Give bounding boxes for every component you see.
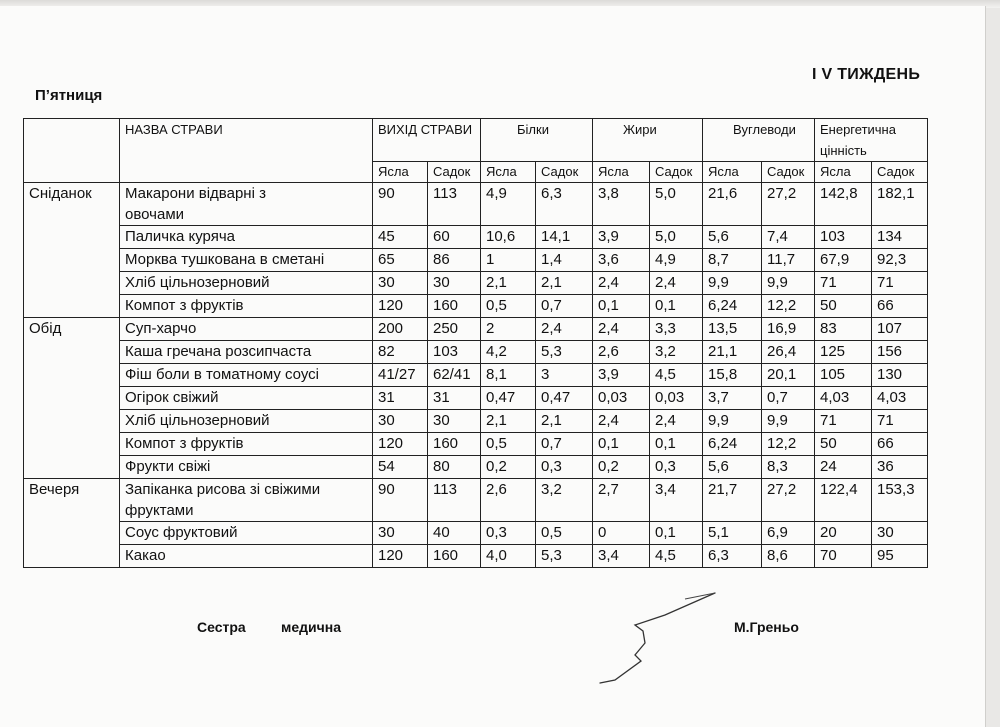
value-cell: 6,3 xyxy=(703,545,762,568)
value-cell: 3,8 xyxy=(593,183,650,226)
value-cell: 30 xyxy=(373,272,428,295)
value-cell: 4,2 xyxy=(481,341,536,364)
carbs-header: Вуглеводи xyxy=(703,119,815,162)
header-row-top xyxy=(24,119,928,162)
proteins-header: Білки xyxy=(481,119,593,162)
table-row xyxy=(24,522,928,545)
value-cell: 5,3 xyxy=(536,341,593,364)
value-cell: 3,2 xyxy=(536,479,593,522)
value-cell: 2,1 xyxy=(536,410,593,433)
value-cell: 10,6 xyxy=(481,226,536,249)
value-cell: 41/27 xyxy=(373,364,428,387)
value-cell: 3,2 xyxy=(650,341,703,364)
value-cell: 0,5 xyxy=(536,522,593,545)
value-cell: 5,3 xyxy=(536,545,593,568)
value-cell: 113 xyxy=(428,479,481,522)
value-cell: 0,47 xyxy=(536,387,593,410)
value-cell: 5,6 xyxy=(703,456,762,479)
nursery-subheader: Ясла xyxy=(481,162,536,183)
value-cell: 66 xyxy=(872,433,928,456)
value-cell: 40 xyxy=(428,522,481,545)
value-cell: 0,5 xyxy=(481,295,536,318)
value-cell: 15,8 xyxy=(703,364,762,387)
value-cell: 6,9 xyxy=(762,522,815,545)
value-cell: 4,5 xyxy=(650,545,703,568)
value-cell: 0,1 xyxy=(593,295,650,318)
table-row xyxy=(24,479,928,522)
value-cell: 3,7 xyxy=(703,387,762,410)
value-cell: 24 xyxy=(815,456,872,479)
value-cell: 16,9 xyxy=(762,318,815,341)
value-cell: 160 xyxy=(428,295,481,318)
value-cell: 2,4 xyxy=(650,272,703,295)
value-cell: 62/41 xyxy=(428,364,481,387)
table-row xyxy=(24,249,928,272)
dish-name-cell: Суп-харчо xyxy=(120,318,373,341)
value-cell: 3,6 xyxy=(593,249,650,272)
dish-name-cell: Хліб цільнозерновий xyxy=(120,272,373,295)
value-cell: 20,1 xyxy=(762,364,815,387)
table-row xyxy=(24,341,928,364)
kindergarten-subheader: Садок xyxy=(762,162,815,183)
table-row xyxy=(24,183,928,226)
value-cell: 30 xyxy=(373,410,428,433)
dish-name-header: НАЗВА СТРАВИ xyxy=(120,119,373,183)
value-cell: 0,2 xyxy=(593,456,650,479)
value-cell: 30 xyxy=(428,410,481,433)
value-cell: 7,4 xyxy=(762,226,815,249)
value-cell: 0,7 xyxy=(536,295,593,318)
value-cell: 3,9 xyxy=(593,226,650,249)
value-cell: 0,1 xyxy=(650,295,703,318)
table-row xyxy=(24,272,928,295)
handwritten-signature xyxy=(595,585,725,685)
table-row xyxy=(24,226,928,249)
signer-name: М.Греньо xyxy=(734,619,799,635)
value-cell: 12,2 xyxy=(762,433,815,456)
value-cell: 160 xyxy=(428,433,481,456)
value-cell: 54 xyxy=(373,456,428,479)
value-cell: 2,4 xyxy=(593,272,650,295)
value-cell: 182,1 xyxy=(872,183,928,226)
value-cell: 70 xyxy=(815,545,872,568)
value-cell: 0,1 xyxy=(650,522,703,545)
value-cell: 27,2 xyxy=(762,183,815,226)
value-cell: 2,6 xyxy=(481,479,536,522)
table-row xyxy=(24,456,928,479)
value-cell: 153,3 xyxy=(872,479,928,522)
value-cell: 20 xyxy=(815,522,872,545)
table-row xyxy=(24,364,928,387)
nursery-subheader: Ясла xyxy=(815,162,872,183)
value-cell: 0,03 xyxy=(593,387,650,410)
value-cell: 90 xyxy=(373,183,428,226)
value-cell: 2,4 xyxy=(536,318,593,341)
value-cell: 8,3 xyxy=(762,456,815,479)
value-cell: 2,6 xyxy=(593,341,650,364)
value-cell: 82 xyxy=(373,341,428,364)
value-cell: 71 xyxy=(815,410,872,433)
nursery-subheader: Ясла xyxy=(703,162,762,183)
value-cell: 122,4 xyxy=(815,479,872,522)
value-cell: 0,7 xyxy=(762,387,815,410)
value-cell: 12,2 xyxy=(762,295,815,318)
table-row xyxy=(24,545,928,568)
value-cell: 120 xyxy=(373,433,428,456)
dish-name-cell: Соус фруктовий xyxy=(120,522,373,545)
value-cell: 8,1 xyxy=(481,364,536,387)
table-row xyxy=(24,295,928,318)
value-cell: 66 xyxy=(872,295,928,318)
value-cell: 200 xyxy=(373,318,428,341)
dish-name-cell: Паличка куряча xyxy=(120,226,373,249)
value-cell: 86 xyxy=(428,249,481,272)
value-cell: 45 xyxy=(373,226,428,249)
value-cell: 0,3 xyxy=(481,522,536,545)
value-cell: 71 xyxy=(872,410,928,433)
value-cell: 2,1 xyxy=(536,272,593,295)
value-cell: 67,9 xyxy=(815,249,872,272)
value-cell: 14,1 xyxy=(536,226,593,249)
value-cell: 0,47 xyxy=(481,387,536,410)
nurse-label-2: медична xyxy=(281,619,342,635)
value-cell: 65 xyxy=(373,249,428,272)
value-cell: 113 xyxy=(428,183,481,226)
value-cell: 95 xyxy=(872,545,928,568)
meal-header-cell xyxy=(24,119,120,183)
value-cell: 4,03 xyxy=(872,387,928,410)
value-cell: 125 xyxy=(815,341,872,364)
value-cell: 50 xyxy=(815,433,872,456)
value-cell: 1 xyxy=(481,249,536,272)
dish-name-cell: Фрукти свіжі xyxy=(120,456,373,479)
value-cell: 2 xyxy=(481,318,536,341)
week-title: I V ТИЖДЕНЬ xyxy=(812,66,921,83)
value-cell: 13,5 xyxy=(703,318,762,341)
dish-name-cell: Компот з фруктів xyxy=(120,295,373,318)
dish-name-cell: Какао xyxy=(120,545,373,568)
value-cell: 30 xyxy=(428,272,481,295)
value-cell: 6,24 xyxy=(703,433,762,456)
value-cell: 71 xyxy=(872,272,928,295)
value-cell: 3,9 xyxy=(593,364,650,387)
value-cell: 0,3 xyxy=(650,456,703,479)
value-cell: 36 xyxy=(872,456,928,479)
fats-header: Жири xyxy=(593,119,703,162)
dish-name-cell: Морква тушкована в сметані xyxy=(120,249,373,272)
value-cell: 2,1 xyxy=(481,410,536,433)
value-cell: 6,3 xyxy=(536,183,593,226)
value-cell: 107 xyxy=(872,318,928,341)
value-cell: 4,9 xyxy=(481,183,536,226)
value-cell: 0,03 xyxy=(650,387,703,410)
value-cell: 30 xyxy=(373,522,428,545)
value-cell: 92,3 xyxy=(872,249,928,272)
value-cell: 2,4 xyxy=(593,318,650,341)
value-cell: 31 xyxy=(428,387,481,410)
value-cell: 3,3 xyxy=(650,318,703,341)
value-cell: 71 xyxy=(815,272,872,295)
value-cell: 0,1 xyxy=(593,433,650,456)
value-cell: 4,0 xyxy=(481,545,536,568)
nursery-subheader: Ясла xyxy=(593,162,650,183)
dish-name-cell: Макарони відварні з овочами xyxy=(120,183,373,226)
value-cell: 8,6 xyxy=(762,545,815,568)
value-cell: 11,7 xyxy=(762,249,815,272)
value-cell: 80 xyxy=(428,456,481,479)
dish-name-cell: Фіш боли в томатному соусі xyxy=(120,364,373,387)
nurse-label-1: Сестра xyxy=(197,619,246,635)
value-cell: 250 xyxy=(428,318,481,341)
value-cell: 3,4 xyxy=(593,545,650,568)
menu-table xyxy=(23,118,928,568)
value-cell: 60 xyxy=(428,226,481,249)
kindergarten-subheader: Садок xyxy=(650,162,703,183)
kindergarten-subheader: Садок xyxy=(536,162,593,183)
value-cell: 9,9 xyxy=(703,410,762,433)
dish-name-cell: Хліб цільнозерновий xyxy=(120,410,373,433)
value-cell: 31 xyxy=(373,387,428,410)
value-cell: 2,4 xyxy=(593,410,650,433)
value-cell: 8,7 xyxy=(703,249,762,272)
value-cell: 142,8 xyxy=(815,183,872,226)
value-cell: 5,6 xyxy=(703,226,762,249)
energy-header: Енергетична цінність xyxy=(815,119,928,162)
value-cell: 9,9 xyxy=(762,272,815,295)
dish-name-cell: Каша гречана розсипчаста xyxy=(120,341,373,364)
value-cell: 2,1 xyxy=(481,272,536,295)
value-cell: 5,0 xyxy=(650,226,703,249)
value-cell: 27,2 xyxy=(762,479,815,522)
value-cell: 134 xyxy=(872,226,928,249)
value-cell: 21,6 xyxy=(703,183,762,226)
value-cell: 0,5 xyxy=(481,433,536,456)
value-cell: 2,7 xyxy=(593,479,650,522)
value-cell: 4,03 xyxy=(815,387,872,410)
table-row xyxy=(24,410,928,433)
value-cell: 4,9 xyxy=(650,249,703,272)
value-cell: 2,4 xyxy=(650,410,703,433)
value-cell: 0,2 xyxy=(481,456,536,479)
value-cell: 103 xyxy=(815,226,872,249)
value-cell: 0,3 xyxy=(536,456,593,479)
nursery-subheader: Ясла xyxy=(373,162,428,183)
value-cell: 0,7 xyxy=(536,433,593,456)
value-cell: 26,4 xyxy=(762,341,815,364)
day-title: П’ятниця xyxy=(35,87,103,104)
value-cell: 0 xyxy=(593,522,650,545)
value-cell: 120 xyxy=(373,295,428,318)
table-row xyxy=(24,318,928,341)
output-header: ВИХІД СТРАВИ xyxy=(373,119,481,162)
value-cell: 105 xyxy=(815,364,872,387)
value-cell: 21,7 xyxy=(703,479,762,522)
dish-name-cell: Огірок свіжий xyxy=(120,387,373,410)
value-cell: 50 xyxy=(815,295,872,318)
value-cell: 5,0 xyxy=(650,183,703,226)
value-cell: 0,1 xyxy=(650,433,703,456)
meal-cell: Обід xyxy=(24,318,120,479)
value-cell: 9,9 xyxy=(762,410,815,433)
value-cell: 160 xyxy=(428,545,481,568)
dish-name-cell: Компот з фруктів xyxy=(120,433,373,456)
kindergarten-subheader: Садок xyxy=(872,162,928,183)
meal-cell: Сніданок xyxy=(24,183,120,318)
value-cell: 156 xyxy=(872,341,928,364)
table-row xyxy=(24,433,928,456)
value-cell: 4,5 xyxy=(650,364,703,387)
value-cell: 130 xyxy=(872,364,928,387)
table-row xyxy=(24,387,928,410)
value-cell: 6,24 xyxy=(703,295,762,318)
value-cell: 120 xyxy=(373,545,428,568)
value-cell: 3 xyxy=(536,364,593,387)
value-cell: 30 xyxy=(872,522,928,545)
value-cell: 83 xyxy=(815,318,872,341)
value-cell: 9,9 xyxy=(703,272,762,295)
value-cell: 103 xyxy=(428,341,481,364)
value-cell: 5,1 xyxy=(703,522,762,545)
value-cell: 90 xyxy=(373,479,428,522)
meal-cell: Вечеря xyxy=(24,479,120,568)
value-cell: 1,4 xyxy=(536,249,593,272)
value-cell: 3,4 xyxy=(650,479,703,522)
dish-name-cell: Запіканка рисова зі свіжими фруктами xyxy=(120,479,373,522)
kindergarten-subheader: Садок xyxy=(428,162,481,183)
value-cell: 21,1 xyxy=(703,341,762,364)
